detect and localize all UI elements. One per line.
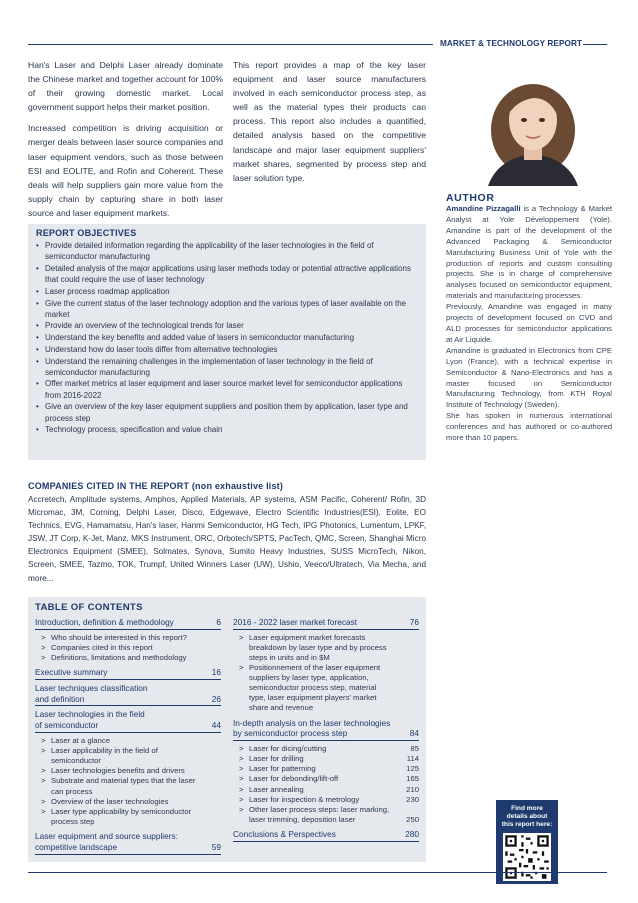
toc-heading: TABLE OF CONTENTS <box>35 602 143 613</box>
toc-subitem-page: 250 <box>406 814 419 824</box>
companies-section <box>28 481 426 585</box>
companies-heading <box>28 481 426 491</box>
objective-item: • Laser process roadmap application <box>36 286 420 297</box>
toc-entry[interactable] <box>35 709 221 733</box>
author-bio-paragraph: Amandine is graduated in Electronics from CPE Lyon (France), with a technical expertise in Semiconductor & Nano-Electronics and has a master focused on Semiconductor Manufacturing Technology, from KTH Royal Institute of Technology (Sweden). <box>446 345 612 410</box>
toc-subitem-page: 165 <box>406 774 419 784</box>
toc-entry-label: Executive summary <box>35 667 108 678</box>
toc-entry-label: Laser techniques classification <box>35 682 148 693</box>
toc-subitem <box>233 764 419 774</box>
toc-entry-page: 59 <box>211 841 221 852</box>
toc-subitem <box>233 805 419 825</box>
qr-label: Find more details about this report here: <box>501 805 553 828</box>
toc-entry-page: 84 <box>409 728 419 739</box>
objective-item: • Understand how do laser tools differ from alternative technologies <box>36 344 420 355</box>
author-bio-paragraph: Previously, Amandine was engaged in many projects of development focused on CVD and ALD processes for semiconductor applications at Air Liquide. <box>446 302 612 344</box>
toc-subitem-page: 85 <box>410 744 419 754</box>
author-bio-paragraph: She has spoken in numerous international conferences and has authored or co-authored more than 10 papers. <box>446 411 612 443</box>
header-title: MARKET & TECHNOLOGY REPORT <box>440 39 583 48</box>
objective-item: • Provide detailed information regarding the applicability of the laser technologies in the field of semiconductor manufacturing <box>36 240 420 262</box>
toc-subitem: > Overview of the laser technologies <box>35 797 221 807</box>
objective-item: • Understand the remaining challenges in the implementation of laser technology in the field of semiconductor manufacturing <box>36 356 420 378</box>
toc-subitem-page: 230 <box>406 794 419 804</box>
toc-subitem: > Laser applicability in the field of semiconductor <box>35 746 221 766</box>
author-portrait-illustration <box>448 58 618 186</box>
report-objectives-heading: REPORT OBJECTIVES <box>36 228 137 238</box>
toc-entry[interactable] <box>35 831 221 855</box>
toc-subitem-label: Laser for drilling <box>249 754 304 764</box>
toc-sublist <box>35 736 221 827</box>
toc-sublist <box>35 633 221 663</box>
toc-subitem: > Laser technologies benefits and drivers <box>35 766 221 776</box>
report-objectives-list <box>36 240 420 435</box>
objective-item: • Technology process, specification and value chain <box>36 424 420 435</box>
toc-sublist <box>233 633 419 714</box>
companies-subheading: (non exhaustive list) <box>191 481 284 491</box>
toc-entry[interactable] <box>35 683 221 707</box>
toc-subitem-label: Laser for patterning <box>249 764 316 774</box>
toc-right-column <box>233 617 419 845</box>
toc-entry[interactable] <box>233 829 419 842</box>
toc-entry[interactable] <box>233 718 419 742</box>
objective-item: • Detailed analysis of the major applications using laser methods today or potential attractive applications that could require the use of laser technology <box>36 263 420 285</box>
toc-subitem-page: 125 <box>406 764 419 774</box>
toc-subitem-page: 114 <box>406 754 419 764</box>
toc-subitem: > Substrate and material types that the laser can process <box>35 776 221 796</box>
toc-subitem: > Who should be interested in this report? <box>35 633 221 643</box>
header-rule-right <box>583 44 607 45</box>
toc-entry-page: 26 <box>211 693 221 704</box>
toc-subitem-label: Laser for dicing/cutting <box>249 744 327 754</box>
toc-subitem <box>233 785 419 795</box>
author-photo <box>448 58 618 186</box>
toc-entry-label: In-depth analysis on the laser technologies <box>233 717 391 728</box>
report-objectives-box <box>28 224 426 460</box>
toc-entry-page: 280 <box>405 828 419 839</box>
author-name: Amandine Pizzagalli <box>446 204 521 213</box>
toc-entry-label: 2016 - 2022 laser market forecast <box>233 617 358 627</box>
intro-paragraph: Han's Laser and Delphi Laser already dominate the Chinese market and together account for 100% of their growing domestic market. Local government support helps their market position. <box>28 60 223 113</box>
toc-entry[interactable] <box>35 667 221 680</box>
objective-item: • Understand the key benefits and added value of lasers in semiconductor manufacturing <box>36 332 420 343</box>
toc-subitem <box>233 774 419 784</box>
author-bio-text: is a Technology & Market Analyst at Yole Développement (Yole). Amandine is part of the development of the Advanced Packaging & Semiconductor Manufacturing Business Unit of Yole with the production of reports and custom consulting projects. She is in charge of comprehensive analyses focused on semiconductor equipment, materials and manufacturing processes. <box>446 204 612 301</box>
intro-right-column <box>233 58 426 192</box>
companies-heading-text: COMPANIES CITED IN THE REPORT <box>28 481 190 491</box>
author-bio <box>446 204 612 444</box>
toc-subitem-label: Laser for debonding/lift-off <box>249 774 339 784</box>
objective-item: • Give an overview of the key laser equipment suppliers and position them by application, laser type and process step <box>36 401 420 423</box>
toc-entry[interactable] <box>35 617 221 630</box>
objective-item: • Offer market metrics at laser equipment and laser source market level for semiconductor applications from 2016-2022 <box>36 378 420 400</box>
toc-subitem: > Companies cited in this report <box>35 643 221 653</box>
toc-subitem: > Positionnement of the laser equipment suppliers by laser type, application, semiconductor process step, material type, laser equipment players' market share and revenue <box>233 663 419 713</box>
toc-entry-label: Introduction, definition & methodology <box>35 617 174 627</box>
toc-entry-page: 6 <box>216 617 221 627</box>
author-heading: AUTHOR <box>446 192 495 204</box>
toc-subitem <box>233 795 419 805</box>
intro-left-column <box>28 58 223 227</box>
toc-entry-label: and definition <box>35 693 85 704</box>
toc-subitem-label: Other laser process steps: laser marking, laser trimming, deposition laser <box>249 804 390 824</box>
author-bio-paragraph <box>446 204 612 302</box>
toc-sublist <box>233 744 419 825</box>
qr-code-icon[interactable] <box>503 833 551 881</box>
intro-paragraph: Increased competition is driving acquisition or merger deals between laser source companies and laser equipment vendors, such as those between ESI and EOLITE, and Rofin and Coherent. These deals will help suppliers gain more value from the supply chain by capturing share in both laser source and laser equipment markets. <box>28 123 223 218</box>
toc-entry-label: of semiconductor <box>35 720 99 731</box>
toc-subitem-label: Laser annealing <box>249 784 304 794</box>
table-of-contents <box>28 597 426 862</box>
companies-list: Accretech, Amplitude systems, Amphos, Applied Materials, AP systems, ASM Pacific, Coherent/ Rofin, 3D Micromac, 3M, Corning, Delphi Laser, Disco, Edgewave, Electro Scientific Industries(ESI), Eolite, EO Technics, EVG, Hamamatsu, Han's laser, Hanmi Semiconductor, HG Tech, IPG Photonics, Lumentum, LPKF, JSW, JT Corp, K-Jet, Manz, MKS Instrument, ORC, Orbotech/SPTS, PacTech, QMC, Screen, Shanghai Micro Electronics Equipment (SMEE), Solmates, Synova, Sumito Heavy Industries, SUSS MicroTech, Nikon, Screen, SMEE, Tazmo, TOK, Trumpf, United Winners Laser (UW), Ushio, Veeco/Ultratech, Via Mecha, and more... <box>28 495 426 583</box>
toc-entry-page: 76 <box>409 617 419 627</box>
toc-subitem <box>233 754 419 764</box>
toc-entry-page: 16 <box>211 667 221 678</box>
toc-subitem: > Definitions, limitations and methodology <box>35 653 221 663</box>
toc-entry-label: Laser equipment and source suppliers: <box>35 830 178 841</box>
toc-entry-label: Laser technologies in the field <box>35 709 145 720</box>
toc-entry-label: by semiconductor process step <box>233 728 348 739</box>
toc-entry-label: Conclusions & Perspectives <box>233 828 336 839</box>
toc-left-column <box>35 617 221 858</box>
toc-subitem <box>233 744 419 754</box>
toc-subitem: > Laser at a glance <box>35 736 221 746</box>
toc-subitem-page: 210 <box>406 784 419 794</box>
header-rule-left <box>28 44 433 45</box>
objective-item: • Give the current status of the laser technology adoption and the various types of laser available on the market <box>36 298 420 320</box>
toc-entry[interactable] <box>233 617 419 630</box>
toc-entry-page: 44 <box>211 720 221 731</box>
toc-subitem: > Laser type applicability by semiconductor process step <box>35 807 221 827</box>
footer-rule <box>28 872 607 873</box>
toc-subitem-label: Laser for inspection & metrology <box>249 794 360 804</box>
toc-entry-label: competitive landscape <box>35 841 118 852</box>
intro-paragraph: This report provides a map of the key laser equipment and laser source manufacturers involved in each semiconductor process step, as well as the material types their products can process. This report also includes a quantified, detailed analysis based on the competitive landscape and major laser equipment suppliers' market shares, segmented by process step and laser solution type. <box>233 60 426 183</box>
author-panel <box>446 192 612 512</box>
objective-item: • Provide an overview of the technological trends for laser <box>36 320 420 331</box>
toc-subitem: > Laser equipment market forecasts breakdown by laser type and by process steps in units and in $M <box>233 633 419 663</box>
